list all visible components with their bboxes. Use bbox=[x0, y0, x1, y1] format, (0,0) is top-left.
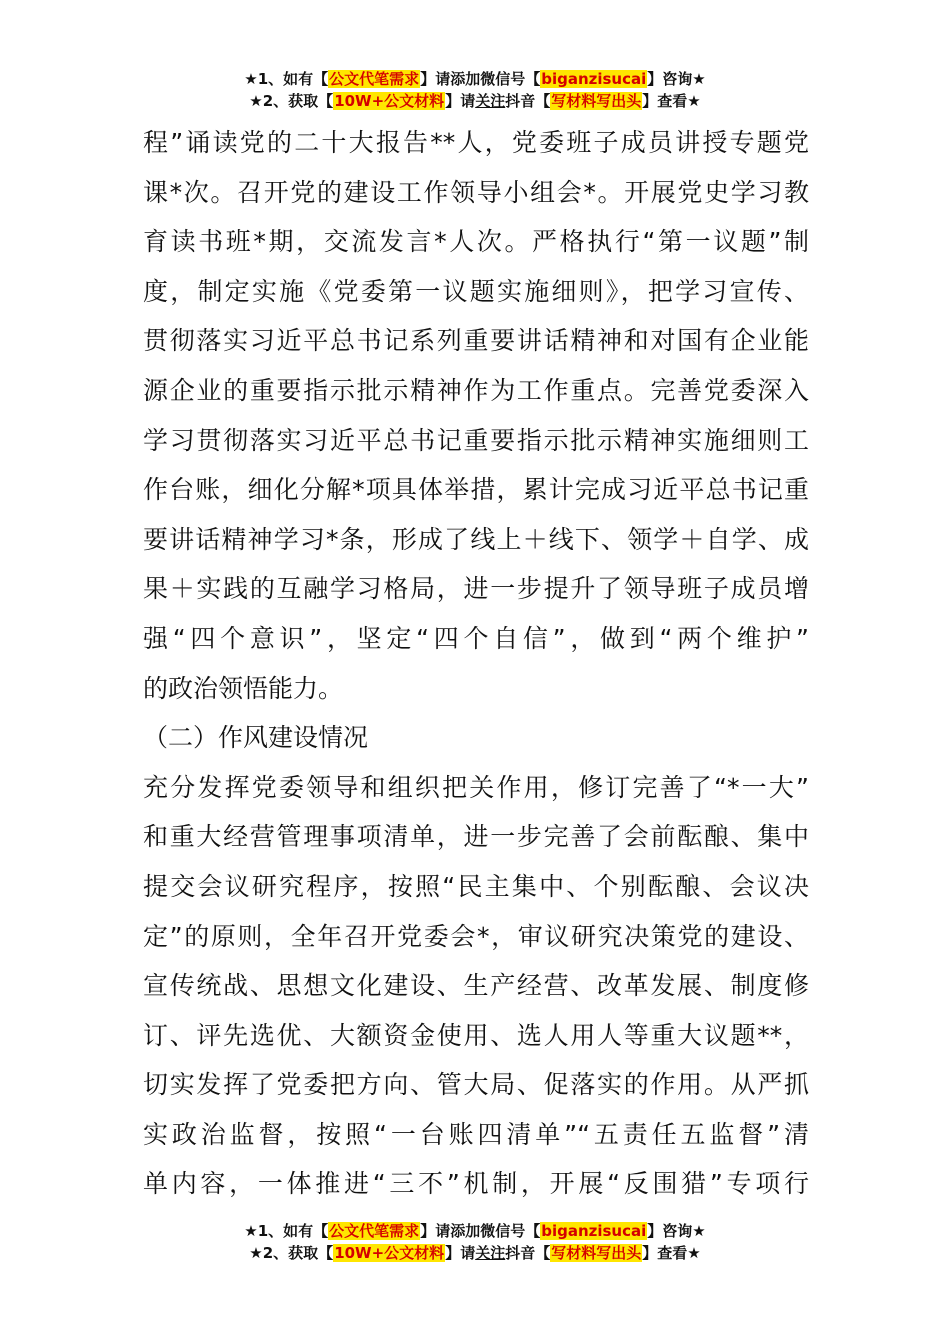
highlight-douyin-account: 写材料写出头 bbox=[551, 1244, 642, 1262]
promo-line-1: ★1、如有【公文代笔需求】请添加微信号【biganzisucai】咨询★ bbox=[244, 1222, 706, 1240]
body-line: 源企业的重要指示批示精神作为工作重点。完善党委深入 bbox=[143, 375, 809, 405]
highlight-wechat-id: biganzisucai bbox=[541, 1222, 647, 1240]
highlight-service: 公文代笔需求 bbox=[329, 1222, 420, 1240]
section-heading: （二）作风建设情况 bbox=[143, 723, 369, 753]
body-line: 程”诵读党的二十大报告**人，党委班子成员讲授专题党 bbox=[143, 128, 809, 157]
promo-line-2: ★2、获取【10W+公文材料】请关注抖音【写材料写出头】查看★ bbox=[249, 92, 701, 110]
promo-line-1: ★1、如有【公文代笔需求】请添加微信号【biganzisucai】咨询★ bbox=[244, 70, 706, 88]
highlight-douyin-account: 写材料写出头 bbox=[551, 92, 642, 110]
body-line: 实政治监督，按照“一台账四清单”“五责任五监督”清 bbox=[143, 1119, 809, 1149]
body-line: 定”的原则，全年召开党委会*，审议研究决策党的建设、 bbox=[143, 921, 809, 951]
body-line: 作台账，细化分解*项具体举措，累计完成习近平总书记重 bbox=[143, 475, 809, 505]
body-line: 宣传统战、思想文化建设、生产经营、改革发展、制度修 bbox=[143, 971, 809, 1001]
body-line: 订、评先选优、大额资金使用、选人用人等重大议题**， bbox=[143, 1020, 809, 1050]
body-line: 要讲话精神学习*条，形成了线上＋线下、领学＋自学、成 bbox=[143, 524, 809, 554]
document-body bbox=[143, 118, 809, 1209]
body-line: 的政治领悟能力。 bbox=[143, 673, 344, 703]
body-line: 育读书班*期，交流发言*人次。严格执行“第一议题”制 bbox=[143, 227, 809, 257]
body-line: 贯彻落实习近平总书记系列重要讲话精神和对国有企业能 bbox=[143, 326, 809, 356]
highlight-service: 公文代笔需求 bbox=[329, 70, 420, 88]
highlight-materials: 10W+公文材料 bbox=[334, 92, 445, 110]
follow-text: 关注 bbox=[475, 1244, 506, 1262]
highlight-materials: 10W+公文材料 bbox=[334, 1244, 445, 1262]
header-promo-banner bbox=[0, 68, 950, 112]
body-line: 度，制定实施《党委第一议题实施细则》，把学习宣传、 bbox=[143, 276, 809, 306]
body-line: 切实发挥了党委把方向、管大局、促落实的作用。从严抓 bbox=[143, 1070, 809, 1100]
follow-text: 关注 bbox=[475, 92, 506, 110]
body-line: 学习贯彻落实习近平总书记重要指示批示精神实施细则工 bbox=[143, 425, 809, 455]
body-line: 充分发挥党委领导和组织把关作用，修订完善了“*一大” bbox=[143, 772, 809, 802]
body-line: 强“四个意识”，坚定“四个自信”，做到“两个维护” bbox=[143, 623, 809, 653]
highlight-wechat-id: biganzisucai bbox=[541, 70, 647, 88]
body-line: 单内容，一体推进“三不”机制，开展“反围猎”专项行 bbox=[143, 1169, 809, 1199]
body-line: 果＋实践的互融学习格局，进一步提升了领导班子成员增 bbox=[143, 574, 809, 604]
body-line: 课*次。召开党的建设工作领导小组会*。开展党史学习教 bbox=[143, 177, 809, 207]
body-line: 和重大经营管理事项清单，进一步完善了会前酝酿、集中 bbox=[143, 822, 809, 852]
footer-promo-banner bbox=[0, 1220, 950, 1264]
body-line: 提交会议研究程序，按照“民主集中、个别酝酿、会议决 bbox=[143, 871, 809, 901]
promo-line-2: ★2、获取【10W+公文材料】请关注抖音【写材料写出头】查看★ bbox=[249, 1244, 701, 1262]
